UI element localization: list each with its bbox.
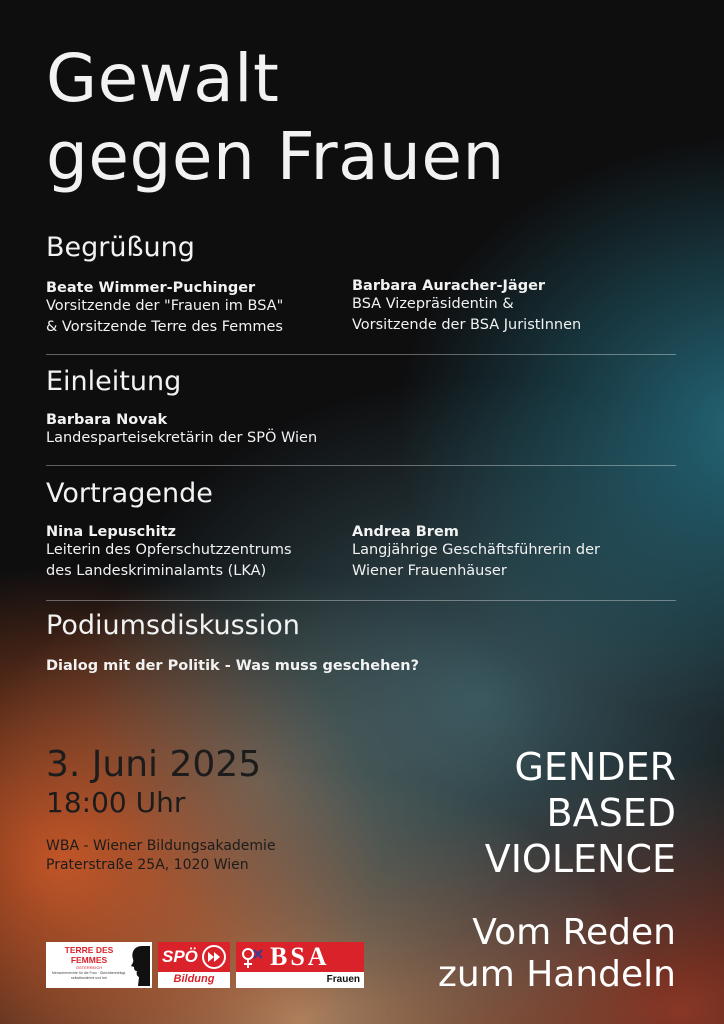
speaker-role-line1: Leiterin des Opferschutzzentrums — [46, 542, 292, 558]
speaker-name: Beate Wimmer-Puchinger — [46, 280, 256, 296]
speaker-name: Andrea Brem — [352, 524, 459, 540]
speaker-role-line2: & Vorsitzende Terre des Femmes — [46, 319, 283, 335]
event-date: 3. Juni 2025 — [46, 744, 262, 785]
section-divider — [46, 354, 676, 355]
event-venue-name: WBA - Wiener Bildungsakademie — [46, 838, 276, 854]
title-line-1: Gewalt — [46, 40, 280, 117]
bsa-frauen-label: Frauen — [326, 974, 360, 985]
section-divider — [46, 465, 676, 466]
spoe-wordmark: SPÖ — [162, 947, 198, 966]
speaker-card — [352, 524, 682, 582]
speaker-name: Barbara Auracher-Jäger — [352, 278, 546, 294]
speaker-card — [46, 412, 446, 449]
tagline-line-2: BASED — [546, 791, 676, 835]
section-heading-podiumsdiskussion: Podiumsdiskussion — [46, 610, 300, 641]
section-divider — [46, 600, 676, 601]
tagline — [485, 744, 676, 882]
tdf-country: ÖSTERREICH — [75, 965, 103, 970]
speaker-role-line2: Wiener Frauenhäuser — [352, 563, 507, 579]
speaker-role-line2: des Landeskriminalamts (LKA) — [46, 563, 267, 579]
speaker-card — [352, 278, 682, 336]
fast-forward-icon — [202, 945, 226, 969]
bsa-frauen-logo — [236, 942, 364, 988]
tdf-line-1: TERRE DES — [64, 945, 114, 955]
section-heading-begruessung: Begrüßung — [46, 232, 195, 263]
section-heading-einleitung: Einleitung — [46, 366, 182, 397]
tagline-line-1: GENDER — [514, 745, 676, 789]
speaker-role-line1: Vorsitzende der "Frauen im BSA" — [46, 298, 284, 314]
title-line-2: gegen Frauen — [46, 118, 505, 195]
speaker-card — [46, 524, 346, 582]
event-time: 18:00 Uhr — [46, 786, 186, 819]
tdf-tagline: Menschenrechte für die Frau · Gleichberechtigt, selbstbestimmt und frei — [51, 971, 127, 980]
slogan-line-1: Vom Reden — [472, 912, 676, 953]
terre-des-femmes-logo — [46, 942, 152, 988]
discussion-subtitle: Dialog mit der Politik - Was muss geschehen? — [46, 658, 419, 674]
spoe-bildung-label: Bildung — [173, 973, 215, 985]
speaker-name: Barbara Novak — [46, 412, 168, 428]
gender-symbols-icon — [239, 946, 265, 970]
speaker-name: Nina Lepuschitz — [46, 524, 176, 540]
event-venue-address: Praterstraße 25A, 1020 Wien — [46, 857, 249, 873]
slogan — [438, 912, 676, 996]
speaker-role-line1: Landesparteisekretärin der SPÖ Wien — [46, 430, 318, 446]
tdf-line-2: FEMMES — [70, 955, 108, 965]
tagline-line-3: VIOLENCE — [484, 837, 676, 881]
section-heading-vortragende: Vortragende — [46, 478, 213, 509]
slogan-line-2: zum Handeln — [438, 954, 676, 995]
spoe-bildung-logo — [158, 942, 230, 988]
page-title — [46, 40, 505, 196]
bsa-wordmark: BSA — [270, 942, 330, 971]
speaker-card — [46, 280, 346, 338]
speaker-role-line1: Langjährige Geschäftsführerin der — [352, 542, 600, 558]
speaker-role-line1: BSA Vizepräsidentin & — [352, 296, 514, 312]
speaker-role-line2: Vorsitzende der BSA JuristInnen — [352, 317, 582, 333]
woman-profile-icon — [128, 944, 150, 986]
